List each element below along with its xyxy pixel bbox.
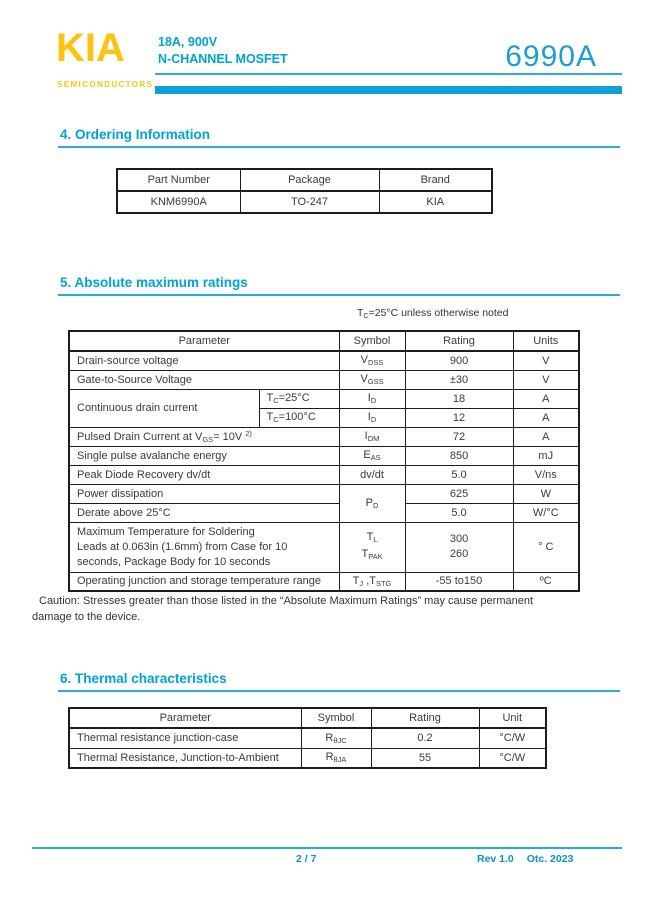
caution-line-2: damage to the device. xyxy=(32,611,141,623)
header-divider-thick xyxy=(155,86,622,94)
device-subtitle xyxy=(158,34,288,68)
brand-tagline: SEMICONDUCTORS xyxy=(57,80,154,89)
thermal-header-row xyxy=(69,708,546,728)
idm-symbol: IDM xyxy=(339,427,405,446)
eas-parameter: Single pulse avalanche energy xyxy=(69,446,339,465)
pd-rating: 625 xyxy=(405,484,513,503)
rthja-symbol: RθJA xyxy=(301,748,371,768)
ordering-header-row xyxy=(117,169,492,191)
row-idm xyxy=(69,427,579,446)
eas-unit: mJ xyxy=(513,446,579,465)
pd-unit: W xyxy=(513,484,579,503)
thermal-table xyxy=(68,707,547,769)
soldering-symbol: TL TPAK xyxy=(339,522,405,572)
soldering-rating: 300 260 xyxy=(405,522,513,572)
row-tstg xyxy=(69,572,579,591)
tstg-rating: -55 to150 xyxy=(405,572,513,591)
id-unit-25: A xyxy=(513,389,579,408)
abs-max-col-units: Units xyxy=(513,331,579,351)
section-5-number: 5. xyxy=(60,275,72,290)
brand-logo: KIA xyxy=(56,26,125,70)
pd-parameter: Power dissipation xyxy=(69,484,339,503)
id-rating-25: 18 xyxy=(405,389,513,408)
vgss-symbol: VGSS xyxy=(339,370,405,389)
row-id-25 xyxy=(69,389,579,408)
soldering-unit: ° C xyxy=(513,522,579,572)
rthjc-rating: 0.2 xyxy=(371,728,479,748)
row-eas xyxy=(69,446,579,465)
dvdt-symbol: dv/dt xyxy=(339,465,405,484)
row-dvdt xyxy=(69,465,579,484)
footer-divider xyxy=(32,847,622,849)
row-vgss xyxy=(69,370,579,389)
eas-rating: 850 xyxy=(405,446,513,465)
caution-text xyxy=(32,593,628,625)
section-4-heading xyxy=(60,127,210,142)
part-number-title: 6990A xyxy=(505,40,597,73)
rthjc-parameter: Thermal resistance junction-case xyxy=(69,728,301,748)
derate-rating: 5.0 xyxy=(405,503,513,522)
ordering-col-part-number: Part Number xyxy=(117,169,240,191)
abs-max-col-parameter: Parameter xyxy=(69,331,339,351)
vgss-parameter: Gate-to-Source Voltage xyxy=(69,370,339,389)
row-rthja xyxy=(69,748,546,768)
id-rating-100: 12 xyxy=(405,408,513,427)
section-5-underline xyxy=(58,294,620,296)
section-6-heading xyxy=(60,671,227,686)
dvdt-unit: V/ns xyxy=(513,465,579,484)
row-soldering xyxy=(69,522,579,572)
revision-info xyxy=(477,853,573,865)
thermal-col-symbol: Symbol xyxy=(301,708,371,728)
vdss-unit: V xyxy=(513,351,579,370)
vdss-symbol: VDSS xyxy=(339,351,405,370)
rthja-rating: 55 xyxy=(371,748,479,768)
section-5-title: Absolute maximum ratings xyxy=(74,275,248,290)
row-derate xyxy=(69,503,579,522)
idm-unit: A xyxy=(513,427,579,446)
pd-symbol: PD xyxy=(339,484,405,522)
dvdt-parameter: Peak Diode Recovery dv/dt xyxy=(69,465,339,484)
idm-parameter: Pulsed Drain Current at VGS= 10V $^{2)}$ xyxy=(69,427,339,446)
derate-unit: W/°C xyxy=(513,503,579,522)
section-4-number: 4. xyxy=(60,127,72,142)
ordering-table xyxy=(116,168,493,214)
abs-max-table xyxy=(68,330,580,592)
thermal-col-rating: Rating xyxy=(371,708,479,728)
section-6-underline xyxy=(58,690,620,692)
id-symbol-100: ID xyxy=(339,408,405,427)
page-indicator: 2 / 7 xyxy=(296,853,317,865)
derate-parameter: Derate above 25°C xyxy=(69,503,339,522)
dvdt-rating: 5.0 xyxy=(405,465,513,484)
ordering-col-package: Package xyxy=(240,169,379,191)
vdss-parameter: Drain-source voltage xyxy=(69,351,339,370)
ordering-part-number: KNM6990A xyxy=(117,191,240,213)
thermal-col-parameter: Parameter xyxy=(69,708,301,728)
section-6-number: 6. xyxy=(60,671,72,686)
id-condition-100: TC=100°C xyxy=(259,408,339,427)
eas-symbol: EAS xyxy=(339,446,405,465)
revision-number: Rev 1.0 xyxy=(477,853,514,865)
section-4-underline xyxy=(58,146,620,148)
tstg-symbol: TJ ,TSTG xyxy=(339,572,405,591)
row-pd xyxy=(69,484,579,503)
vgss-rating: ±30 xyxy=(405,370,513,389)
header-divider-thin xyxy=(155,73,622,75)
vdss-rating: 900 xyxy=(405,351,513,370)
rthja-parameter: Thermal Resistance, Junction-to-Ambient xyxy=(69,748,301,768)
ordering-data-row xyxy=(117,191,492,213)
ordering-col-brand: Brand xyxy=(379,169,492,191)
id-parameter: Continuous drain current xyxy=(69,389,259,427)
device-type-line: N-CHANNEL MOSFET xyxy=(158,52,288,66)
section-4-title: Ordering Information xyxy=(75,127,211,142)
id-unit-100: A xyxy=(513,408,579,427)
caution-line-1: Caution: Stresses greater than those listed in the “Absolute Maximum Ratings” may cause permanent xyxy=(39,595,534,607)
id-condition-25: TC=25°C xyxy=(259,389,339,408)
rthjc-unit: °C/W xyxy=(479,728,546,748)
device-rating-line: 18A, 900V xyxy=(158,35,218,49)
id-symbol-25: ID xyxy=(339,389,405,408)
thermal-col-unit: Unit xyxy=(479,708,546,728)
idm-rating: 72 xyxy=(405,427,513,446)
revision-date: Otc. 2023 xyxy=(526,853,574,865)
rthjc-symbol: RθJC xyxy=(301,728,371,748)
section-6-title: Thermal characteristics xyxy=(75,671,227,686)
ordering-package: TO-247 xyxy=(240,191,379,213)
abs-max-header-row xyxy=(69,331,579,351)
soldering-parameter: Maximum Temperature for Soldering Leads at 0.063in (1.6mm) from Case for 10 seconds, Package Body for 10 seconds xyxy=(69,522,339,572)
row-vdss xyxy=(69,351,579,370)
abs-max-condition-note: TC=25°C unless otherwise noted xyxy=(357,307,509,320)
row-rthjc xyxy=(69,728,546,748)
tstg-parameter: Operating junction and storage temperature range xyxy=(69,572,339,591)
abs-max-col-rating: Rating xyxy=(405,331,513,351)
rthja-unit: °C/W xyxy=(479,748,546,768)
abs-max-col-symbol: Symbol xyxy=(339,331,405,351)
tstg-unit: ºC xyxy=(513,572,579,591)
ordering-brand: KIA xyxy=(379,191,492,213)
vgss-unit: V xyxy=(513,370,579,389)
section-5-heading xyxy=(60,275,248,290)
